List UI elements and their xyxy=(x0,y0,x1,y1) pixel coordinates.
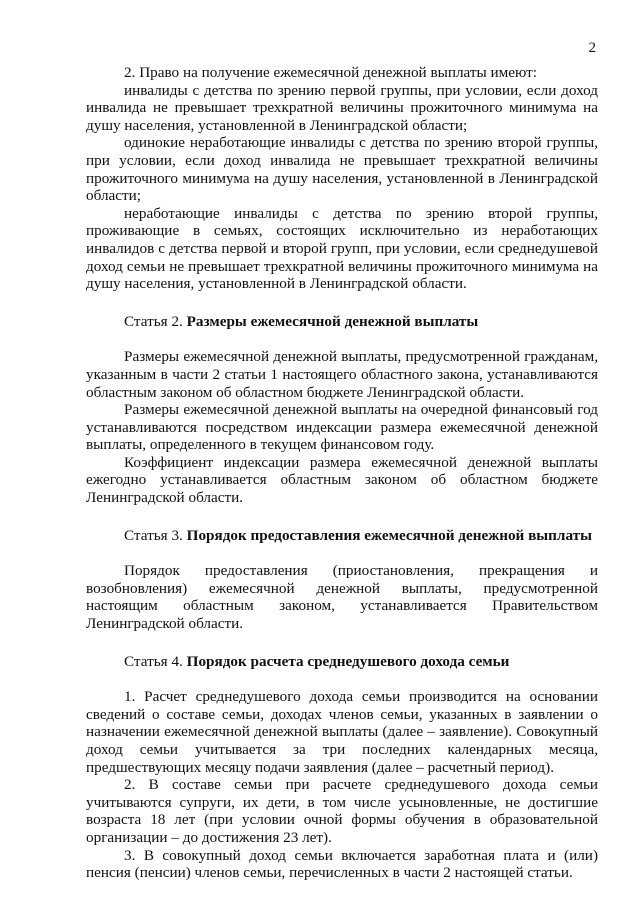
article-heading xyxy=(86,653,598,671)
article-3 xyxy=(86,527,598,633)
section-eligibility xyxy=(86,64,598,293)
article-title: Размеры ежемесячной денежной выплаты xyxy=(186,312,479,330)
paragraph: Размеры ежемесячной денежной выплаты на очередной финансовый год устанавливаются посредством индексации размера ежемесячной денежной выплаты, определенного в текущем финансовом году. xyxy=(86,401,598,454)
paragraph: 2. Право на получение ежемесячной денежной выплаты имеют: xyxy=(124,64,538,81)
paragraph: Размеры ежемесячной денежной выплаты, предусмотренной гражданам, указанным в части 2 статьи 1 настоящего областного закона, устанавливаются областным законом об областном бюджете Ленинградской области. xyxy=(86,348,598,401)
paragraph: инвалиды с детства по зрению первой группы, при условии, если доход инвалида не превышает трехкратной величины прожиточного минимума на душу населения, установленной в Ленинградской области; xyxy=(86,81,598,134)
paragraph: одинокие неработающие инвалиды с детства по зрению второй группы, при условии, если доход инвалида не превышает трехкратной величины прожиточного минимума на душу населения, установленной в Ленинградской области; xyxy=(86,134,598,205)
page-number: 2 xyxy=(588,40,596,56)
paragraph: неработающие инвалиды с детства по зрению второй группы, проживающие в семьях, состоящих исключительно из неработающих инвалидов с детства первой и второй групп, при условии, если среднедушевой доход семьи не превышает трехкратной величины прожиточного минимума на душу населения, установленной в Ленинградской области. xyxy=(86,204,598,293)
paragraph: 3. В совокупный доход семьи включается заработная плата и (или) пенсия (пенсии) членов семьи, перечисленных в части 2 настоящей статьи. xyxy=(86,846,598,882)
article-heading xyxy=(86,527,598,545)
article-title: Порядок расчета среднедушевого дохода семьи xyxy=(186,652,510,670)
article-prefix: Статья 2. xyxy=(124,312,187,330)
article-heading xyxy=(86,313,598,331)
paragraph: 1. Расчет среднедушевого дохода семьи производится на основании сведений о составе семьи, доходах членов семьи, указанных в заявлении о назначении ежемесячной денежной выплаты (далее – заявление). Совокупный доход семьи учитывается за три последних календарных месяца, предшествующих месяцу подачи заявления (далее – расчетный период). xyxy=(86,688,598,776)
article-4 xyxy=(86,653,598,882)
article-prefix: Статья 4. xyxy=(124,652,187,670)
paragraph: Коэффициент индексации размера ежемесячной денежной выплаты ежегодно устанавливается областным законом об областном бюджете Ленинградской области. xyxy=(86,453,598,507)
paragraph: 2. В составе семьи при расчете среднедушевого дохода семьи учитываются супруги, их дети, в том числе усыновленные, не достигшие возраста 18 лет (при условии очной формы обучения в образовательной организации – до достижения 23 лет). xyxy=(86,776,598,846)
paragraph: Порядок предоставления (приостановления, прекращения и возобновления) ежемесячной денежной выплаты, предусмотренной настоящим областным законом, устанавливается Правительством Ленинградской области. xyxy=(86,562,598,633)
article-title: Порядок предоставления ежемесячной денежной выплаты xyxy=(186,526,592,544)
article-prefix: Статья 3. xyxy=(124,526,187,544)
document-body xyxy=(86,64,598,882)
article-2 xyxy=(86,313,598,507)
